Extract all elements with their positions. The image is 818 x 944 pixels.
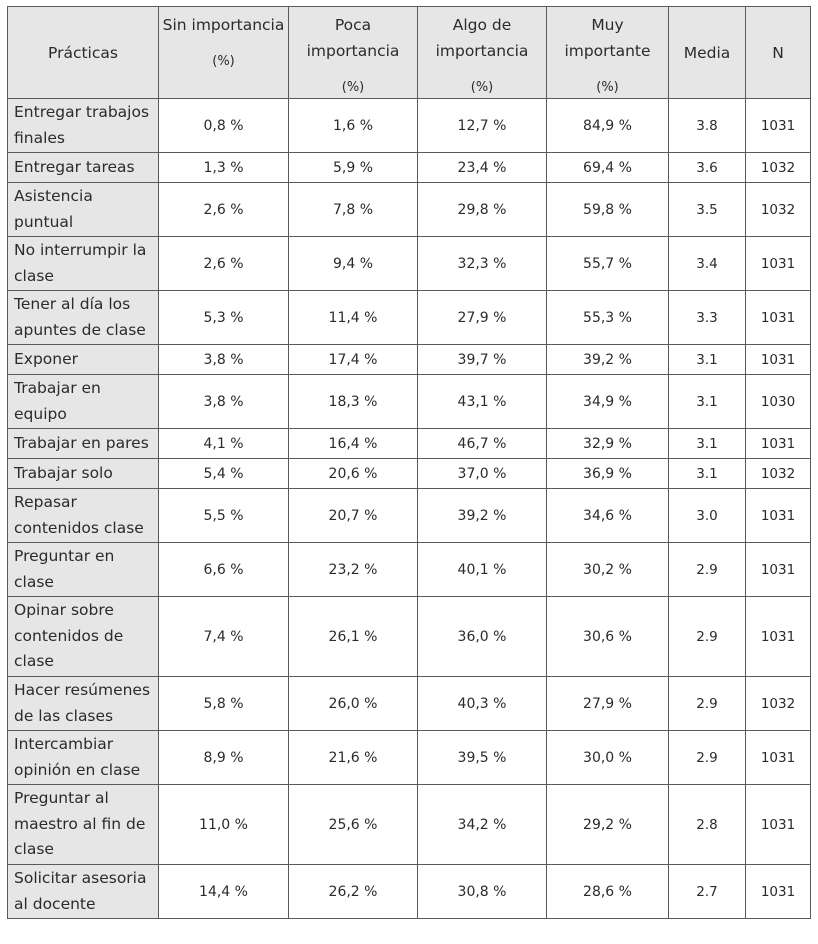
header-muy-importante: Muy importante (%) — [547, 7, 669, 99]
n-value: 1032 — [746, 459, 811, 489]
muy-importante-value: 27,9 % — [547, 677, 669, 731]
media-value: 3.6 — [669, 153, 746, 183]
muy-importante-value: 84,9 % — [547, 99, 669, 153]
algo-importancia-value: 12,7 % — [418, 99, 547, 153]
practice-name: Entregar trabajos finales — [8, 99, 159, 153]
sin-importancia-value: 3,8 % — [159, 345, 289, 375]
muy-importante-value: 29,2 % — [547, 785, 669, 865]
n-value: 1031 — [746, 345, 811, 375]
poca-importancia-value: 21,6 % — [289, 731, 418, 785]
media-value: 2.7 — [669, 865, 746, 919]
sin-importancia-value: 1,3 % — [159, 153, 289, 183]
practice-name: Trabajar en equipo — [8, 375, 159, 429]
n-value: 1032 — [746, 153, 811, 183]
table-row — [8, 183, 811, 237]
media-value: 3.1 — [669, 429, 746, 459]
muy-importante-value: 34,6 % — [547, 489, 669, 543]
media-value: 2.9 — [669, 543, 746, 597]
sin-importancia-value: 5,3 % — [159, 291, 289, 345]
poca-importancia-value: 26,0 % — [289, 677, 418, 731]
table-row — [8, 865, 811, 919]
n-value: 1031 — [746, 543, 811, 597]
header-row — [8, 7, 811, 99]
header-unit: (%) — [470, 80, 494, 95]
table-row — [8, 99, 811, 153]
practice-name: Solicitar asesoria al docente — [8, 865, 159, 919]
sin-importancia-value: 11,0 % — [159, 785, 289, 865]
muy-importante-value: 30,0 % — [547, 731, 669, 785]
media-value: 3.4 — [669, 237, 746, 291]
table-row — [8, 291, 811, 345]
n-value: 1031 — [746, 429, 811, 459]
sin-importancia-value: 7,4 % — [159, 597, 289, 677]
table-row — [8, 543, 811, 597]
muy-importante-value: 30,6 % — [547, 597, 669, 677]
algo-importancia-value: 27,9 % — [418, 291, 547, 345]
poca-importancia-value: 26,2 % — [289, 865, 418, 919]
n-value: 1031 — [746, 291, 811, 345]
muy-importante-value: 34,9 % — [547, 375, 669, 429]
algo-importancia-value: 46,7 % — [418, 429, 547, 459]
sin-importancia-value: 6,6 % — [159, 543, 289, 597]
sin-importancia-value: 5,8 % — [159, 677, 289, 731]
header-algo-importancia: Algo de importancia (%) — [418, 7, 547, 99]
practice-name: Exponer — [8, 345, 159, 375]
algo-importancia-value: 23,4 % — [418, 153, 547, 183]
n-value: 1031 — [746, 597, 811, 677]
poca-importancia-value: 5,9 % — [289, 153, 418, 183]
table-row — [8, 375, 811, 429]
algo-importancia-value: 29,8 % — [418, 183, 547, 237]
muy-importante-value: 69,4 % — [547, 153, 669, 183]
header-unit: (%) — [596, 80, 619, 95]
poca-importancia-value: 20,7 % — [289, 489, 418, 543]
practice-name: Preguntar al maestro al fin de clase — [8, 785, 159, 865]
algo-importancia-value: 39,5 % — [418, 731, 547, 785]
algo-importancia-value: 37,0 % — [418, 459, 547, 489]
media-value: 3.5 — [669, 183, 746, 237]
header-n: N — [746, 7, 811, 99]
poca-importancia-value: 18,3 % — [289, 375, 418, 429]
media-value: 3.1 — [669, 459, 746, 489]
muy-importante-value: 59,8 % — [547, 183, 669, 237]
table-row — [8, 785, 811, 865]
media-value: 3.0 — [669, 489, 746, 543]
sin-importancia-value: 4,1 % — [159, 429, 289, 459]
table-row — [8, 429, 811, 459]
sin-importancia-value: 3,8 % — [159, 375, 289, 429]
practice-name: Entregar tareas — [8, 153, 159, 183]
practice-name: Opinar sobre contenidos de clase — [8, 597, 159, 677]
media-value: 3.1 — [669, 345, 746, 375]
header-poca-importancia: Poca importancia (%) — [289, 7, 418, 99]
media-value: 2.9 — [669, 731, 746, 785]
n-value: 1031 — [746, 99, 811, 153]
n-value: 1031 — [746, 865, 811, 919]
sin-importancia-value: 2,6 % — [159, 183, 289, 237]
algo-importancia-value: 36,0 % — [418, 597, 547, 677]
muy-importante-value: 28,6 % — [547, 865, 669, 919]
algo-importancia-value: 32,3 % — [418, 237, 547, 291]
header-unit: (%) — [341, 80, 365, 95]
table-body — [8, 99, 811, 919]
practice-name: No interrumpir la clase — [8, 237, 159, 291]
practice-name: Repasar contenidos clase — [8, 489, 159, 543]
algo-importancia-value: 30,8 % — [418, 865, 547, 919]
media-value: 3.8 — [669, 99, 746, 153]
n-value: 1032 — [746, 183, 811, 237]
table-row — [8, 153, 811, 183]
muy-importante-value: 55,7 % — [547, 237, 669, 291]
muy-importante-value: 39,2 % — [547, 345, 669, 375]
poca-importancia-value: 26,1 % — [289, 597, 418, 677]
header-sin-importancia: Sin importancia (%) — [159, 7, 289, 99]
poca-importancia-value: 1,6 % — [289, 99, 418, 153]
media-value: 2.9 — [669, 597, 746, 677]
poca-importancia-value: 16,4 % — [289, 429, 418, 459]
algo-importancia-value: 34,2 % — [418, 785, 547, 865]
algo-importancia-value: 39,7 % — [418, 345, 547, 375]
sin-importancia-value: 14,4 % — [159, 865, 289, 919]
table-row — [8, 459, 811, 489]
n-value: 1031 — [746, 785, 811, 865]
algo-importancia-value: 43,1 % — [418, 375, 547, 429]
algo-importancia-value: 40,1 % — [418, 543, 547, 597]
algo-importancia-value: 39,2 % — [418, 489, 547, 543]
poca-importancia-value: 20,6 % — [289, 459, 418, 489]
poca-importancia-value: 7,8 % — [289, 183, 418, 237]
n-value: 1031 — [746, 731, 811, 785]
practices-table — [7, 6, 811, 919]
table-row — [8, 345, 811, 375]
table-row — [8, 731, 811, 785]
muy-importante-value: 55,3 % — [547, 291, 669, 345]
n-value: 1030 — [746, 375, 811, 429]
table-row — [8, 677, 811, 731]
sin-importancia-value: 5,5 % — [159, 489, 289, 543]
table-row — [8, 237, 811, 291]
poca-importancia-value: 9,4 % — [289, 237, 418, 291]
poca-importancia-value: 23,2 % — [289, 543, 418, 597]
poca-importancia-value: 25,6 % — [289, 785, 418, 865]
practice-name: Hacer resúmenes de las clases — [8, 677, 159, 731]
sin-importancia-value: 8,9 % — [159, 731, 289, 785]
sin-importancia-value: 2,6 % — [159, 237, 289, 291]
practice-name: Asistencia puntual — [8, 183, 159, 237]
practice-name: Preguntar en clase — [8, 543, 159, 597]
table-row — [8, 597, 811, 677]
practice-name: Trabajar solo — [8, 459, 159, 489]
sin-importancia-value: 5,4 % — [159, 459, 289, 489]
poca-importancia-value: 11,4 % — [289, 291, 418, 345]
practice-name: Tener al día los apuntes de clase — [8, 291, 159, 345]
practice-name: Intercambiar opinión en clase — [8, 731, 159, 785]
muy-importante-value: 36,9 % — [547, 459, 669, 489]
muy-importante-value: 32,9 % — [547, 429, 669, 459]
header-unit: (%) — [212, 54, 235, 69]
media-value: 3.1 — [669, 375, 746, 429]
media-value: 3.3 — [669, 291, 746, 345]
n-value: 1032 — [746, 677, 811, 731]
table-row — [8, 489, 811, 543]
muy-importante-value: 30,2 % — [547, 543, 669, 597]
n-value: 1031 — [746, 489, 811, 543]
algo-importancia-value: 40,3 % — [418, 677, 547, 731]
poca-importancia-value: 17,4 % — [289, 345, 418, 375]
header-media: Media — [669, 7, 746, 99]
n-value: 1031 — [746, 237, 811, 291]
sin-importancia-value: 0,8 % — [159, 99, 289, 153]
practice-name: Trabajar en pares — [8, 429, 159, 459]
header-practicas: Prácticas — [8, 7, 159, 99]
media-value: 2.8 — [669, 785, 746, 865]
media-value: 2.9 — [669, 677, 746, 731]
